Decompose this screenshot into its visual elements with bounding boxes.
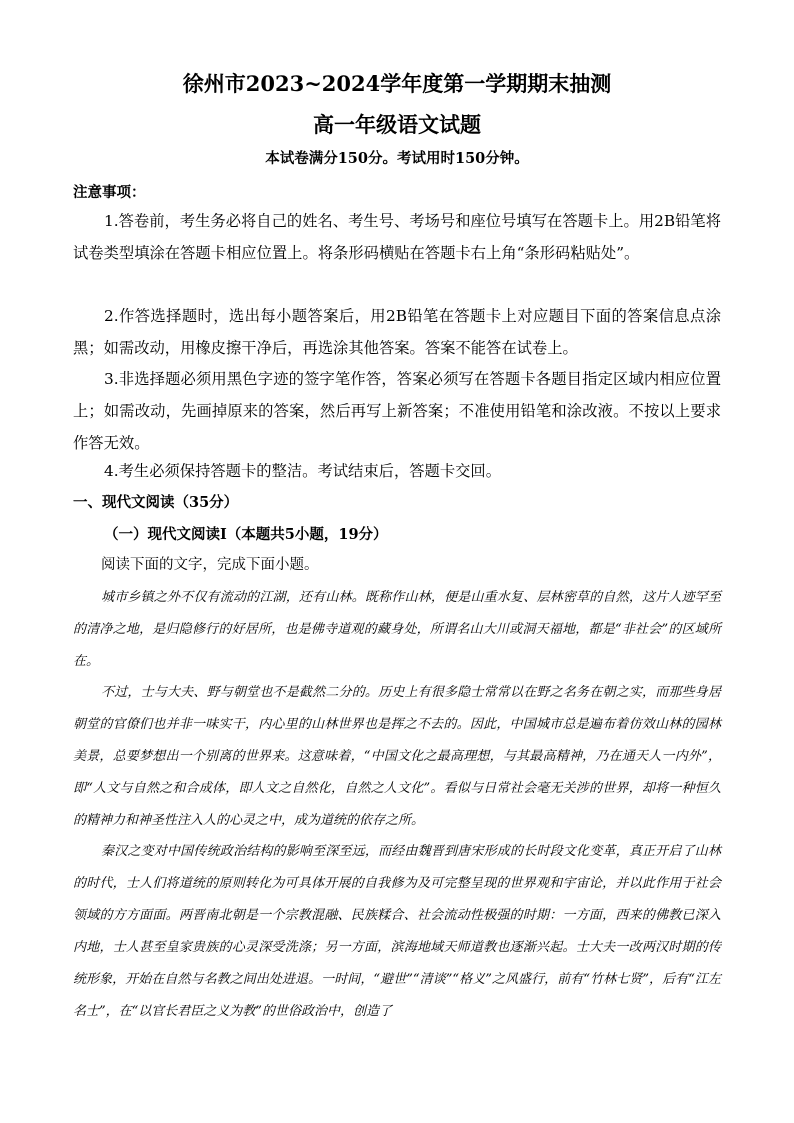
reading-instruction: 阅读下面的文字，完成下面小题。 (101, 557, 319, 573)
passage-paragraph-2: 不过，士与大夫、野与朝堂也不是截然二分的。历史上有很多隐士常常以在野之名务在朝之实，而那些身居朝堂的官僚们也并非一味实干，内心里的山林世界也是挥之不去的。因此，中国城市总是遍布着仿效山林的园林美景，总要梦想出一个别离的世界来。这意味着，“中国文化之最高理想，与其最高精神，乃在通天人一内外”，即“人文与自然之和合成体，即人文之自然化，自然之人文化”。看似与日常社会毫无关涉的世界，却将一种恒久的精神力和神圣性注入人的心灵之中，成为道统的依存之所。 (73, 685, 721, 828)
notice-item-2: 2.作答选择题时，选出每小题答案后，用2B铅笔在答题卡上对应题目下面的答案信息点涂黑；如需改动，用橡皮擦干净后，再选涂其他答案。答案不能答在试卷上。 (73, 307, 721, 357)
notice-item-4: 4.考生必须保持答题卡的整洁。考试结束后，答题卡交回。 (104, 462, 502, 480)
notice-item-1: 1.答卷前，考生务必将自己的姓名、考生号、考场号和座位号填写在答题卡上。用2B铅笔将试卷类型填涂在答题卡相应位置上。将条形码横贴在答题卡右上角“条形码粘贴处”。 (73, 212, 721, 262)
exam-subtitle: 高一年级语文试题 (313, 112, 481, 137)
exam-title: 徐州市2023~2024学年度第一学期期末抽测 (182, 71, 612, 96)
notice-heading: 注意事项： (73, 184, 146, 201)
exam-info: 本试卷满分150分。考试用时150分钟。 (265, 150, 529, 167)
section-heading: 一、现代文阅读（35分） (73, 494, 239, 511)
subsection-heading: （一）现代文阅读Ⅰ（本题共5小题，19分） (104, 526, 388, 543)
passage-paragraph-3: 秦汉之变对中国传统政治结构的影响至深至远，而经由魏晋到唐宋形成的长时段文化变革，真正开启了山林的时代，士人们将道统的原则转化为可具体开展的自我修为及可完整呈现的世界观和宇宙论，并以此作用于社会领域的方方面面。两晋南北朝是一个宗教混融、民族糅合、社会流动性极强的时期：一方面，西来的佛教已深入内地，士人甚至皇家贵族的心灵深受洗涤；另一方面，滨海地域天师道教也逐渐兴起。士大夫一改两汉时期的传统形象，开始在自然与名教之间出处进退。一时间，“避世”“清谈”“格义”之风盛行，前有“竹林七贤”，后有“江左名士”，在“以官长君臣之义为教”的世俗政治中，创造了 (73, 844, 721, 1019)
passage-paragraph-1: 城市乡镇之外不仅有流动的江湖，还有山林。既称作山林，便是山重水复、层林密草的自然，这片人迹罕至的清净之地，是归隐修行的好居所，也是佛寺道观的藏身处，所谓名山大川或洞天福地，都是“非社会”的区域所在。 (73, 590, 721, 669)
notice-item-3: 3.非选择题必须用黑色字迹的签字笔作答，答案必须写在答题卡各题目指定区域内相应位置上；如需改动，先画掉原来的答案，然后再写上新答案；不准使用铅笔和涂改液。不按以上要求作答无效。 (73, 370, 721, 452)
